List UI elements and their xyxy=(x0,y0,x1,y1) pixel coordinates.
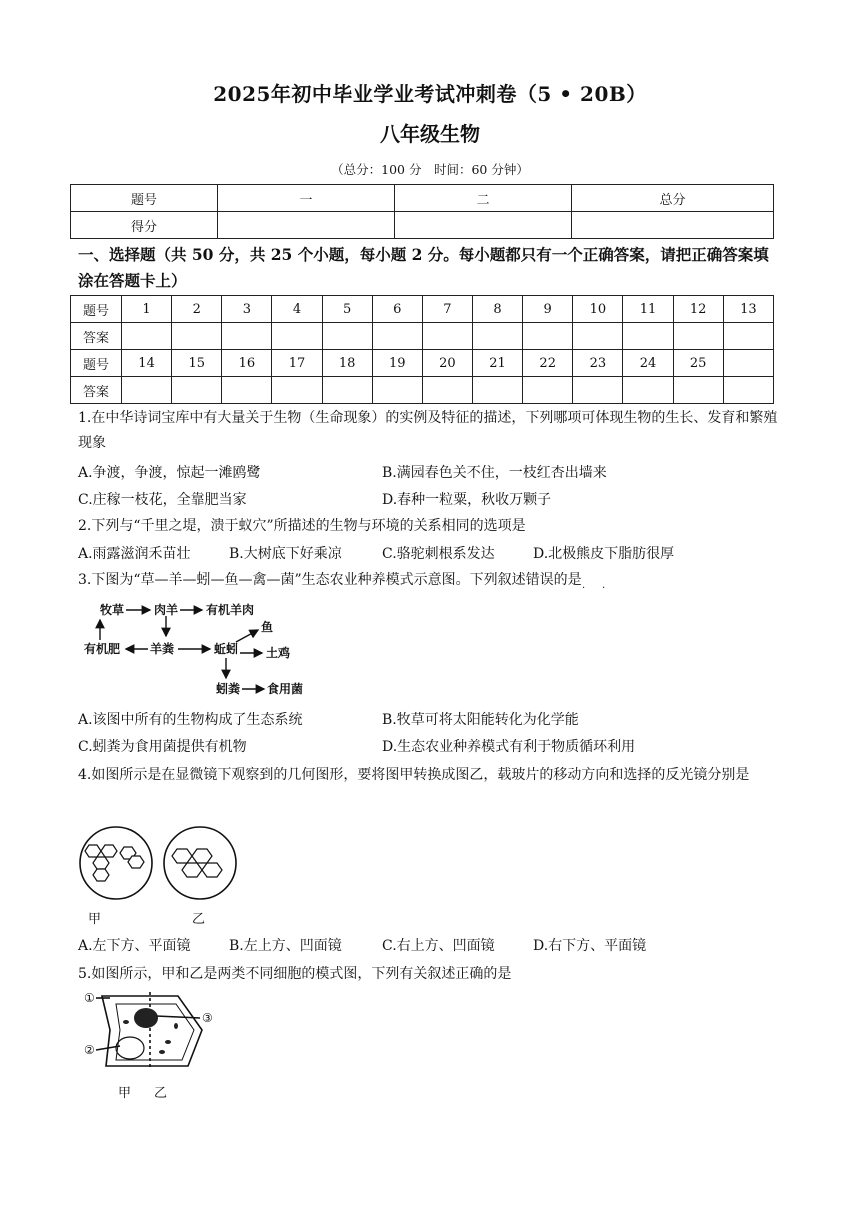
answer-sheet-qnum: 25 xyxy=(673,350,723,377)
answer-sheet-qnum: 21 xyxy=(472,350,522,377)
score-table xyxy=(70,184,774,239)
figure-label-jia: 甲 xyxy=(88,912,102,927)
answer-sheet-qnum: 12 xyxy=(673,296,723,323)
answer-sheet-qnum: 14 xyxy=(122,350,172,377)
score-cell[interactable] xyxy=(395,212,572,239)
vacuole xyxy=(116,1037,144,1059)
hexagon-shape xyxy=(172,849,192,863)
question-4-option-b: B.左上方、凹面镜 xyxy=(229,938,342,954)
answer-cell[interactable] xyxy=(322,377,372,404)
answer-cell[interactable] xyxy=(723,323,773,350)
answer-sheet-qnum: 22 xyxy=(523,350,573,377)
question-2-option-c: C.骆驼刺根系发达 xyxy=(382,546,495,562)
marker-3: ③ xyxy=(202,1011,213,1025)
node-rouyang: 肉羊 xyxy=(154,603,179,617)
organelle xyxy=(174,1023,178,1029)
answer-cell[interactable] xyxy=(122,323,172,350)
answer-cell[interactable] xyxy=(573,377,623,404)
hexagon-shape xyxy=(85,845,101,857)
hexagon-shape xyxy=(202,863,222,877)
answer-sheet-qnum: 9 xyxy=(523,296,573,323)
answer-cell[interactable] xyxy=(372,377,422,404)
node-youjifei: 有机肥 xyxy=(84,642,121,656)
answer-sheet-qnum: 23 xyxy=(573,350,623,377)
question-3-option-a: A.该图中所有的生物构成了生态系统 xyxy=(78,712,303,728)
answer-cell[interactable] xyxy=(623,323,673,350)
microscope-figure xyxy=(76,826,246,902)
answer-sheet-qnum: 11 xyxy=(623,296,673,323)
section-heading: 一、选择题（共 50 分，共 25 个小题，每小题 2 分。每小题都只有一个正确答案，请把正确答案填涂在答题卡上） xyxy=(78,245,769,290)
answer-sheet-qnum: 18 xyxy=(322,350,372,377)
score-row-label: 得分 xyxy=(71,212,218,239)
question-2-option-b: B.大树底下好乘凉 xyxy=(229,546,342,562)
score-cell[interactable] xyxy=(572,212,774,239)
node-tuji: 土鸡 xyxy=(266,646,291,660)
answer-cell[interactable] xyxy=(422,377,472,404)
question-1-option-d: D.春种一粒粟，秋收万颗子 xyxy=(382,492,552,508)
answer-cell[interactable] xyxy=(422,323,472,350)
node-yangfen: 羊粪 xyxy=(150,642,175,656)
question-1-option-b: B.满园春色关不住，一枝红杏出墙来 xyxy=(382,465,607,481)
marker-2: ② xyxy=(84,1043,95,1057)
node-yu: 鱼 xyxy=(261,620,274,634)
question-4-option-d: D.右下方、平面镜 xyxy=(533,938,647,954)
question-2-option-d: D.北极熊皮下脂肪很厚 xyxy=(533,546,675,562)
question-4-option-c: C.右上方、凹面镜 xyxy=(382,938,495,954)
emphasis-dots: ·· xyxy=(582,583,623,594)
answer-sheet-qnum: 2 xyxy=(172,296,222,323)
exam-title: 2025年初中毕业学业考试冲刺卷（5 • 20B） xyxy=(213,82,647,106)
node-shiyongjun: 食用菌 xyxy=(267,682,304,696)
question-2-option-a: A.雨露滋润禾苗壮 xyxy=(78,546,191,562)
answer-sheet-qnum-label: 题号 xyxy=(71,350,122,377)
question-5-stem: 5.如图所示，甲和乙是两类不同细胞的模式图，下列有关叙述正确的是 xyxy=(78,966,512,982)
exam-subject: 八年级生物 xyxy=(380,122,480,146)
answer-cell[interactable] xyxy=(472,377,522,404)
exam-note: （总分：100 分 时间：60 分钟） xyxy=(331,162,529,177)
node-yinfen: 蚓粪 xyxy=(216,682,241,696)
answer-cell[interactable] xyxy=(623,377,673,404)
hexagon-shape xyxy=(93,857,109,869)
score-header-part1: 一 xyxy=(218,185,395,212)
score-header-qnum: 题号 xyxy=(71,185,218,212)
answer-cell[interactable] xyxy=(723,377,773,404)
question-1-stem: 1.在中华诗词宝库中有大量关于生物（生命现象）的实例及特征的描述，下列哪项可体现生物的生长、发育和繁殖现象 xyxy=(78,410,778,451)
cell-nucleus xyxy=(134,1008,158,1028)
question-2-stem: 2.下列与“千里之堤，溃于蚁穴”所描述的生物与环境的关系相同的选项是 xyxy=(78,518,526,534)
answer-cell[interactable] xyxy=(523,377,573,404)
cell-label-jia: 甲 xyxy=(118,1086,132,1101)
arrow xyxy=(236,630,258,642)
answer-sheet-qnum-label: 题号 xyxy=(71,296,122,323)
question-3-option-c: C.蚓粪为食用菌提供有机物 xyxy=(78,739,247,755)
marker-1: ① xyxy=(84,991,95,1005)
answer-sheet-qnum: 3 xyxy=(222,296,272,323)
cell-label-yi: 乙 xyxy=(154,1086,168,1101)
answer-cell[interactable] xyxy=(272,377,322,404)
answer-sheet-qnum: 7 xyxy=(422,296,472,323)
node-qiuyin: 蚯蚓 xyxy=(214,642,239,656)
hexagon-shape xyxy=(192,849,212,863)
answer-sheet-qnum: 1 xyxy=(122,296,172,323)
answer-cell[interactable] xyxy=(272,323,322,350)
question-3-option-b: B.牧草可将太阳能转化为化学能 xyxy=(382,712,579,728)
answer-sheet-qnum: 24 xyxy=(623,350,673,377)
answer-sheet-qnum: 17 xyxy=(272,350,322,377)
answer-cell[interactable] xyxy=(472,323,522,350)
score-header-part2: 二 xyxy=(395,185,572,212)
hexagon-shape xyxy=(101,845,117,857)
question-1-option-a: A.争渡，争渡，惊起一滩鸥鹭 xyxy=(78,465,261,481)
answer-cell[interactable] xyxy=(222,377,272,404)
answer-sheet-qnum: 20 xyxy=(422,350,472,377)
answer-cell[interactable] xyxy=(222,323,272,350)
answer-cell[interactable] xyxy=(322,323,372,350)
question-3-stem: 3.下图为“草—羊—蚓—鱼—禽—菌”生态农业种养模式示意图。下列叙述错误的是 xyxy=(78,572,582,588)
answer-sheet-qnum: 15 xyxy=(172,350,222,377)
answer-sheet-qnum: 16 xyxy=(222,350,272,377)
answer-sheet-qnum: 6 xyxy=(372,296,422,323)
node-muncao: 牧草 xyxy=(100,603,125,617)
organelle xyxy=(123,1020,129,1024)
question-4-option-a: A.左下方、平面镜 xyxy=(78,938,191,954)
question-3-option-d: D.生态农业种养模式有利于物质循环利用 xyxy=(382,739,636,755)
score-cell[interactable] xyxy=(218,212,395,239)
hexagon-shape xyxy=(128,856,144,868)
answer-sheet-qnum: 19 xyxy=(372,350,422,377)
answer-cell[interactable] xyxy=(372,323,422,350)
pointer-line xyxy=(156,1016,200,1018)
answer-sheet-answer-label: 答案 xyxy=(71,377,122,404)
score-header-total: 总分 xyxy=(572,185,774,212)
answer-sheet-table xyxy=(70,295,774,404)
answer-sheet-qnum: 8 xyxy=(472,296,522,323)
answer-sheet-qnum xyxy=(723,350,773,377)
food-web-diagram xyxy=(78,598,318,702)
organelle xyxy=(159,1050,165,1054)
hexagon-shape xyxy=(182,863,202,877)
answer-cell[interactable] xyxy=(523,323,573,350)
answer-sheet-qnum: 4 xyxy=(272,296,322,323)
answer-cell[interactable] xyxy=(172,323,222,350)
answer-cell[interactable] xyxy=(573,323,623,350)
answer-cell[interactable] xyxy=(172,377,222,404)
hexagon-shape xyxy=(93,869,109,881)
figure-label-yi: 乙 xyxy=(192,912,206,927)
answer-cell[interactable] xyxy=(673,377,723,404)
answer-cell[interactable] xyxy=(122,377,172,404)
cell-diagram xyxy=(80,990,220,1072)
organelle xyxy=(165,1040,171,1044)
question-1-option-c: C.庄稼一枝花，全靠肥当家 xyxy=(78,492,247,508)
answer-sheet-answer-label: 答案 xyxy=(71,323,122,350)
answer-cell[interactable] xyxy=(673,323,723,350)
answer-sheet-qnum: 10 xyxy=(573,296,623,323)
answer-sheet-qnum: 13 xyxy=(723,296,773,323)
node-youjiyangrou: 有机羊肉 xyxy=(206,603,255,617)
answer-sheet-qnum: 5 xyxy=(322,296,372,323)
question-4-stem: 4.如图所示是在显微镜下观察到的几何图形，要将图甲转换成图乙，载玻片的移动方向和选择的反光镜分别是 xyxy=(78,767,750,783)
